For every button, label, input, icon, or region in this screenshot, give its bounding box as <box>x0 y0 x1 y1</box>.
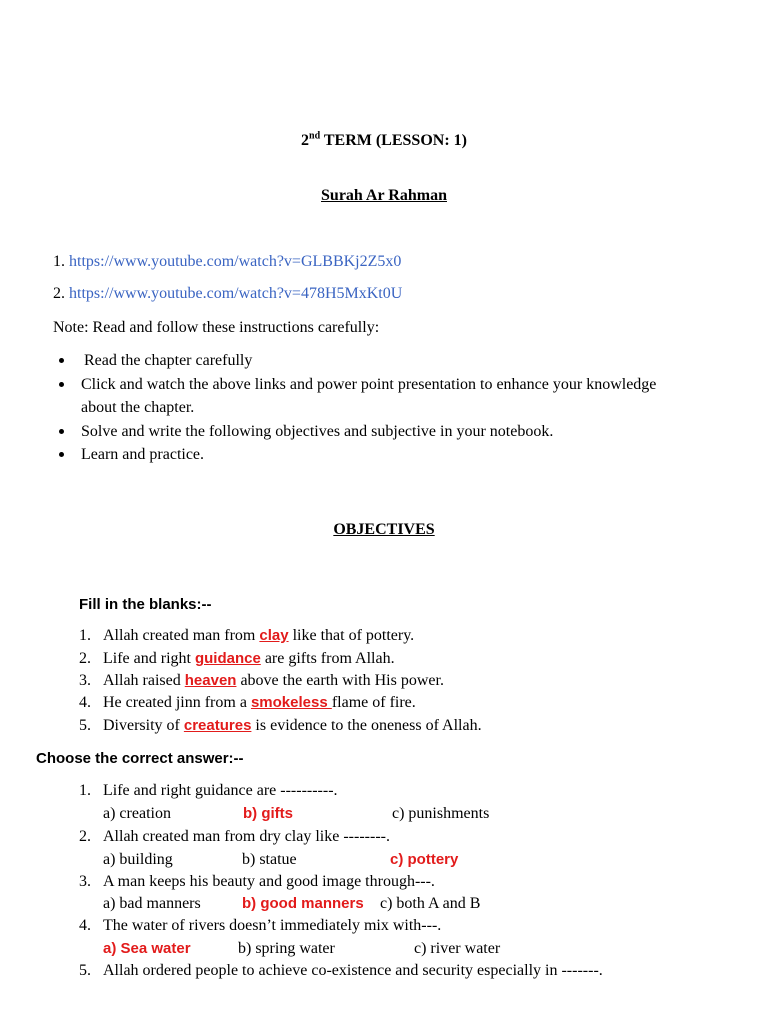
objectives-title: OBJECTIVES <box>333 521 435 538</box>
bullet-icon <box>59 382 64 387</box>
item-number: 2. <box>79 828 91 845</box>
fill-blank-item: He created jinn from a smokeless flame of fire. <box>103 694 416 711</box>
instruction-item: Learn and practice. <box>81 446 205 463</box>
bullet-icon <box>59 429 64 434</box>
bullet-icon <box>59 358 64 363</box>
mcq-option: a) creation <box>103 805 171 822</box>
note-text: Note: Read and follow these instructions carefully: <box>53 319 380 336</box>
answer-text: heaven <box>184 672 237 689</box>
item-number: 3. <box>79 873 91 890</box>
link-line-1 <box>53 252 401 272</box>
mcq-option-correct: c) pottery <box>390 851 459 868</box>
term-title-rest: TERM (LESSON: 1) <box>320 132 467 149</box>
fill-blanks-heading: Fill in the blanks:-- <box>79 596 212 613</box>
mcq-option: c) both A and B <box>380 895 481 912</box>
answer-text: clay <box>259 627 289 644</box>
answer-text: guidance <box>194 650 261 667</box>
answer-text: creatures <box>183 717 252 734</box>
term-superscript: nd <box>309 130 321 142</box>
answer-text: smokeless <box>250 694 332 711</box>
youtube-link-2[interactable]: https://www.youtube.com/watch?v=478H5MxKt0U <box>69 285 403 302</box>
instruction-item: Read the chapter carefully <box>84 352 253 369</box>
mcq-option-correct: a) Sea water <box>103 940 191 957</box>
mcq-option: a) building <box>103 851 173 868</box>
mcq-question: A man keeps his beauty and good image through---. <box>103 873 435 890</box>
fill-blank-item: Allah raised heaven above the earth with His power. <box>103 672 444 689</box>
instruction-item: Click and watch the above links and power point presentation to enhance your knowledge <box>81 376 657 393</box>
mcq-option-correct: b) gifts <box>243 805 293 822</box>
item-number: 5. <box>79 717 91 734</box>
fill-blank-item: Allah created man from clay like that of pottery. <box>103 627 415 644</box>
mcq-option: b) spring water <box>238 940 335 957</box>
mcq-option: b) statue <box>242 851 297 868</box>
item-number: 2. <box>79 650 91 667</box>
mcq-option-correct: b) good manners <box>242 895 364 912</box>
youtube-link-1[interactable]: https://www.youtube.com/watch?v=GLBBKj2Z5x0 <box>69 253 402 270</box>
mcq-question: Allah ordered people to achieve co-existence and security especially in -------. <box>103 962 603 979</box>
fill-blank-item: Life and right guidance are gifts from Allah. <box>103 650 395 667</box>
mcq-heading: Choose the correct answer:-- <box>36 750 244 767</box>
mcq-option: c) river water <box>414 940 501 957</box>
mcq-question: Allah created man from dry clay like --------. <box>103 828 390 845</box>
item-number: 1. <box>79 782 91 799</box>
mcq-option: a) bad manners <box>103 895 201 912</box>
term-heading <box>0 131 768 151</box>
term-number: 2 <box>301 132 310 149</box>
link-number: 2. <box>53 285 65 302</box>
fill-blank-item: Diversity of creatures is evidence to the oneness of Allah. <box>103 717 482 734</box>
item-number: 1. <box>79 627 91 644</box>
lesson-title: Surah Ar Rahman <box>321 187 447 204</box>
item-number: 4. <box>79 917 91 934</box>
instruction-item-continued: about the chapter. <box>81 399 195 416</box>
link-line-2 <box>53 284 402 304</box>
instruction-item: Solve and write the following objectives and subjective in your notebook. <box>81 423 554 440</box>
link-number: 1. <box>53 253 65 270</box>
bullet-icon <box>59 452 64 457</box>
item-number: 5. <box>79 962 91 979</box>
item-number: 3. <box>79 672 91 689</box>
item-number: 4. <box>79 694 91 711</box>
mcq-option: c) punishments <box>392 805 490 822</box>
mcq-question: The water of rivers doesn’t immediately mix with---. <box>103 917 442 934</box>
mcq-question: Life and right guidance are ----------. <box>103 782 338 799</box>
